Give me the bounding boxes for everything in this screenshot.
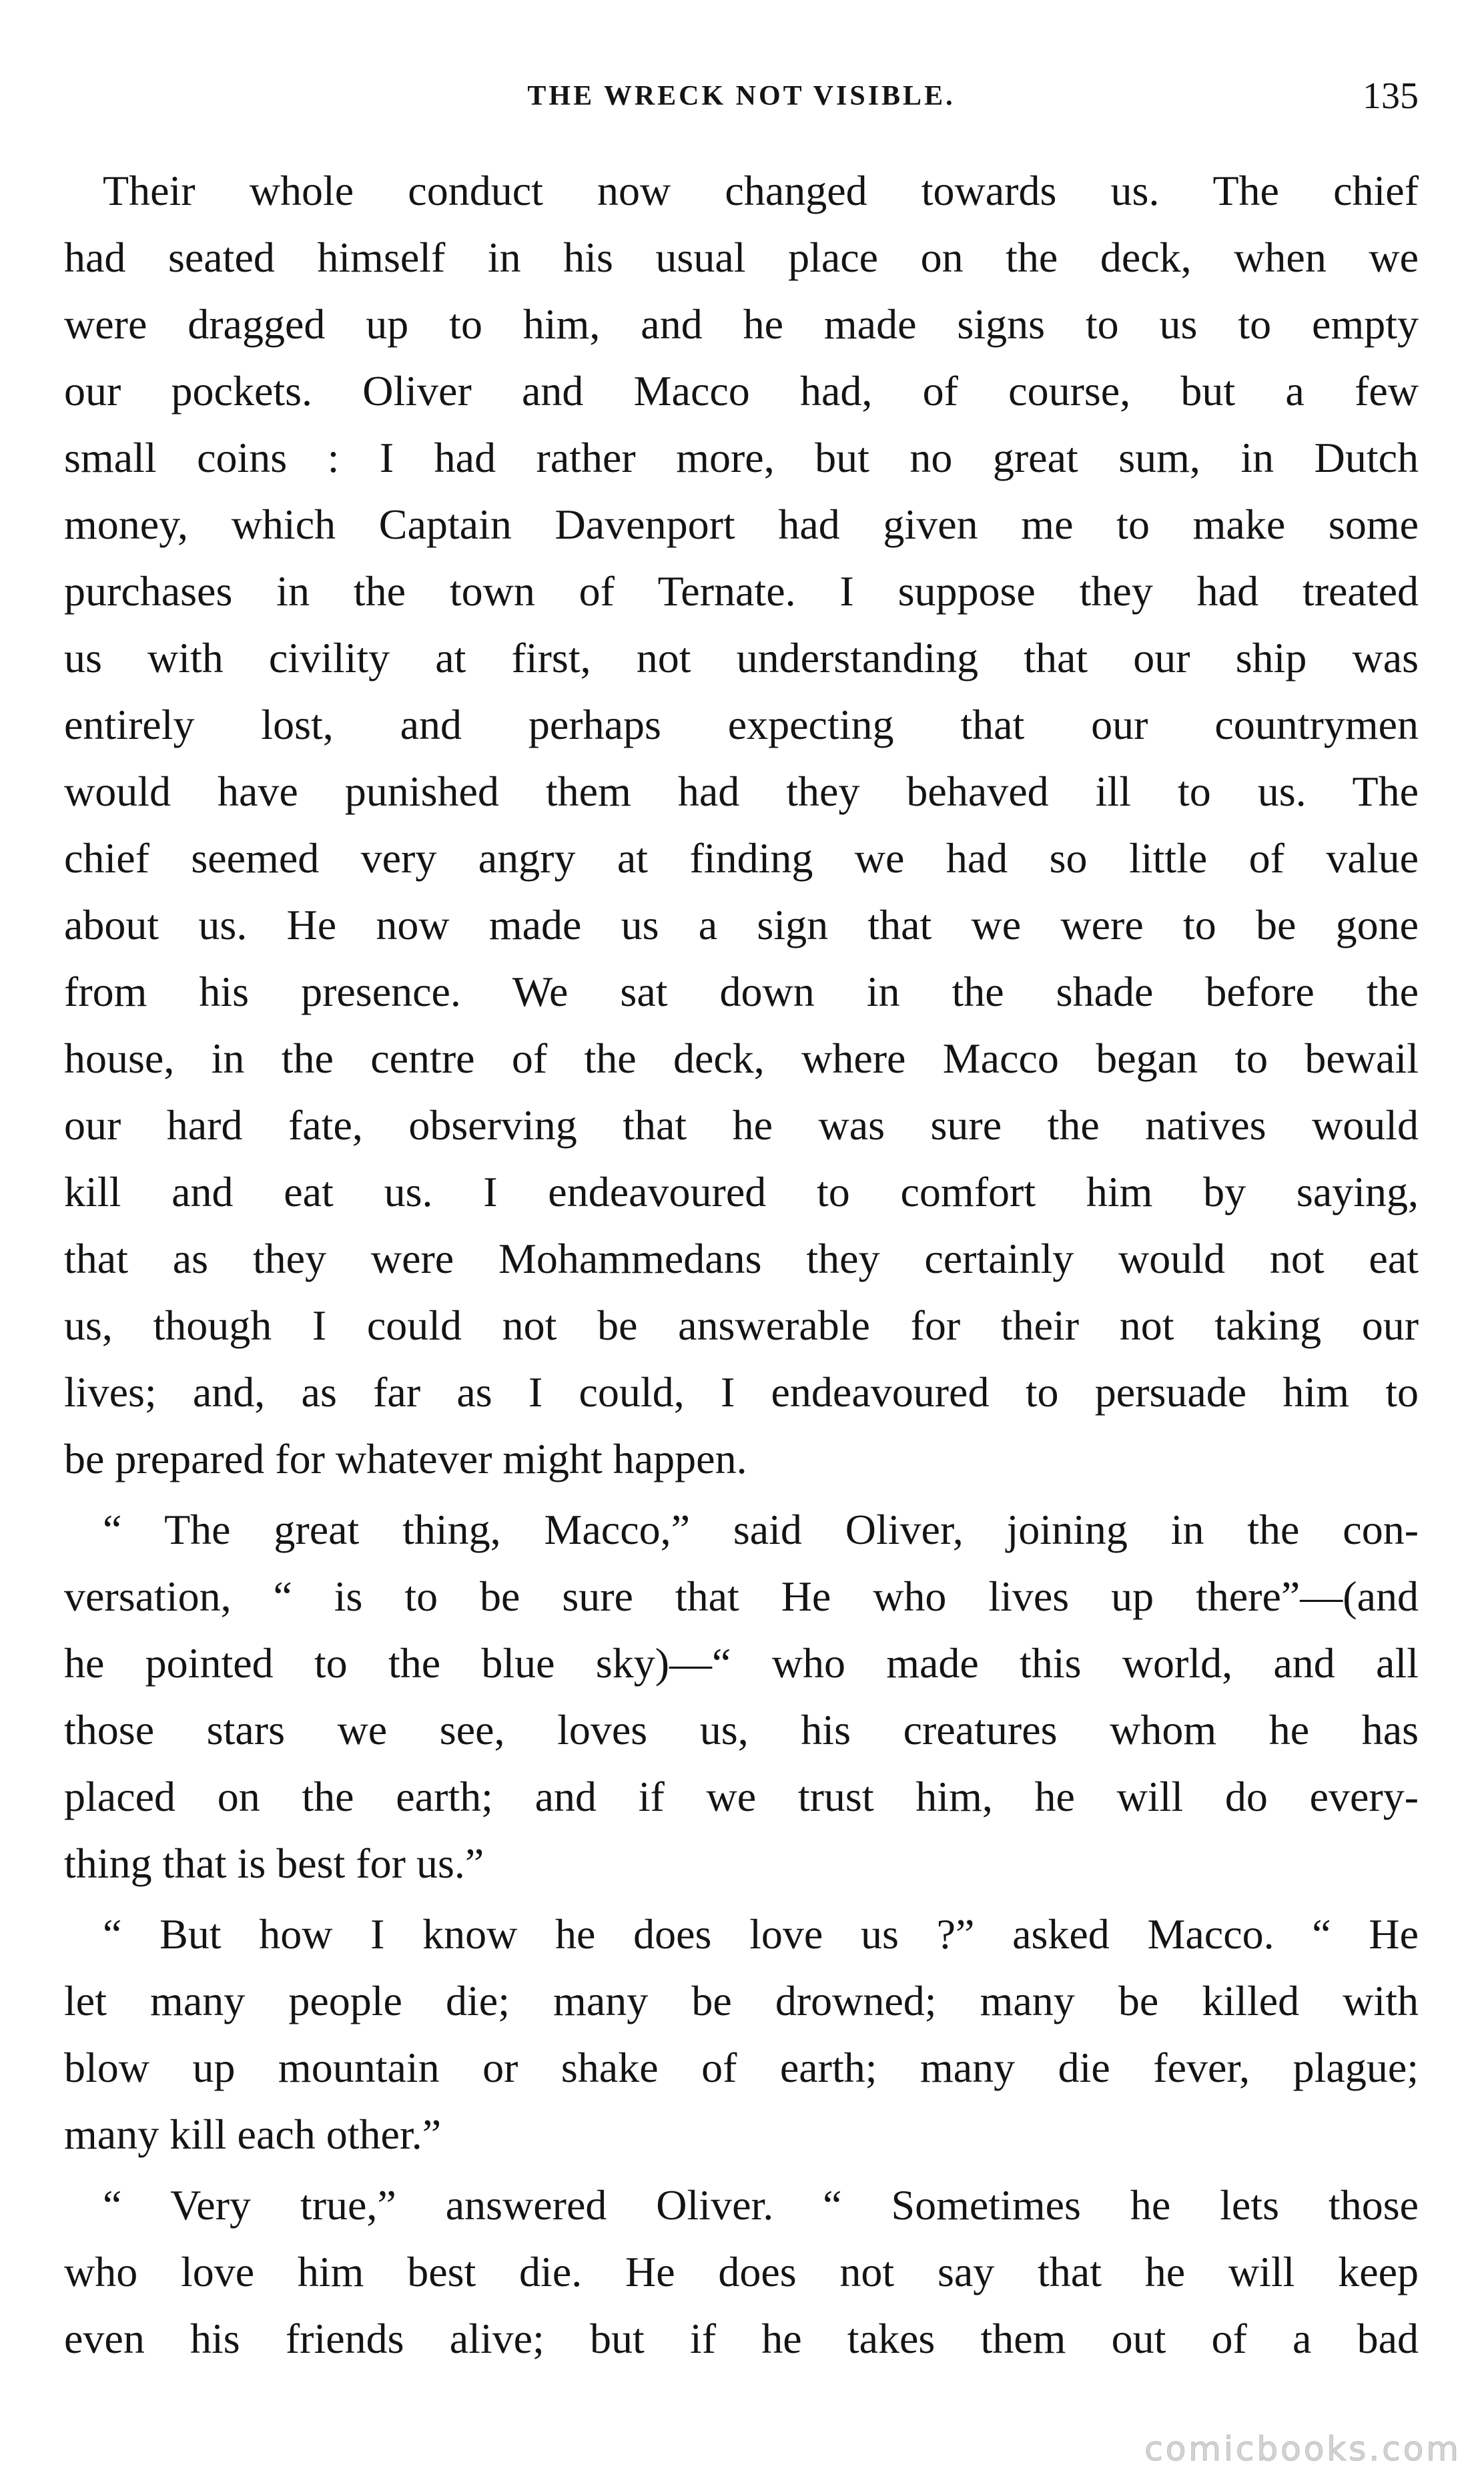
- text-line: chief seemed very angry at finding we had so little of value: [64, 834, 1419, 882]
- text-line: would have punished them had they behaved ill to us. The: [64, 768, 1419, 815]
- text-line: had seated himself in his usual place on the deck, when we: [64, 234, 1419, 281]
- text-line: about us. He now made us a sign that we were to be gone: [64, 901, 1419, 948]
- text-line: small coins : I had rather more, but no great sum, in Dutch: [64, 434, 1419, 481]
- running-head: [64, 69, 1419, 123]
- paragraph: [64, 158, 1419, 1492]
- text-line: blow up mountain or shake of earth; many die fever, plague;: [64, 2044, 1419, 2091]
- text-line: many kill each other.”: [64, 2111, 442, 2158]
- body-text: [64, 158, 1419, 2372]
- text-line: he pointed to the blue sky)—“ who made this world, and all: [64, 1639, 1419, 1687]
- text-line: our pockets. Oliver and Macco had, of course, but a few: [64, 367, 1419, 414]
- text-line: those stars we see, loves us, his creatures whom he has: [64, 1706, 1419, 1753]
- text-line: “ But how I know he does love us ?” asked Macco. “ He: [103, 1910, 1419, 1958]
- text-line: “ The great thing, Macco,” said Oliver, joining in the con-: [103, 1506, 1419, 1553]
- text-line: purchases in the town of Ternate. I suppose they had treated: [64, 567, 1419, 615]
- text-line: even his friends alive; but if he takes them out of a bad: [64, 2315, 1419, 2362]
- text-line: who love him best die. He does not say that he will keep: [64, 2248, 1419, 2295]
- text-line: house, in the centre of the deck, where Macco began to bewail: [64, 1035, 1419, 1082]
- text-line: entirely lost, and perhaps expecting that our countrymen: [64, 701, 1419, 748]
- text-line: our hard fate, observing that he was sure the natives would: [64, 1101, 1419, 1149]
- text-line: were dragged up to him, and he made signs to us to empty: [64, 300, 1419, 348]
- text-line: us, though I could not be answerable for their not taking our: [64, 1302, 1419, 1349]
- paragraph: [64, 1496, 1419, 1897]
- text-line: us with civility at first, not understanding that our ship was: [64, 634, 1419, 681]
- running-title: THE WRECK NOT VISIBLE.: [527, 81, 956, 111]
- text-line: that as they were Mohammedans they certainly would not eat: [64, 1235, 1419, 1282]
- text-line: placed on the earth; and if we trust him, he will do every-: [64, 1773, 1419, 1820]
- text-line: let many people die; many be drowned; many be killed with: [64, 1977, 1419, 2024]
- text-line: be prepared for whatever might happen.: [64, 1435, 747, 1482]
- watermark: comicbooks.com: [1144, 2430, 1461, 2468]
- text-line: versation, “ is to be sure that He who lives up there”—(and: [64, 1573, 1419, 1620]
- text-line: lives; and, as far as I could, I endeavoured to persuade him to: [64, 1368, 1419, 1416]
- text-line: from his presence. We sat down in the shade before the: [64, 968, 1419, 1015]
- text-line: “ Very true,” answered Oliver. “ Sometimes he lets those: [103, 2181, 1419, 2229]
- text-line: money, which Captain Davenport had given me to make some: [64, 501, 1419, 548]
- text-line: Their whole conduct now changed towards us. The chief: [103, 167, 1419, 214]
- paragraph: [64, 1901, 1419, 2168]
- text-line: thing that is best for us.”: [64, 1840, 484, 1887]
- paragraph: [64, 2172, 1419, 2372]
- page-number: 135: [1363, 75, 1419, 117]
- text-line: kill and eat us. I endeavoured to comfort him by saying,: [64, 1168, 1419, 1215]
